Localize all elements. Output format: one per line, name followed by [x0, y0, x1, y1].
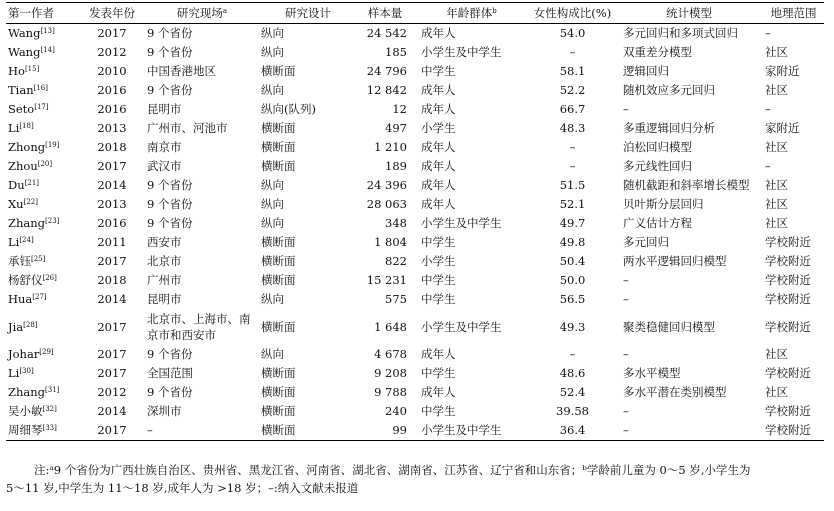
table-row	[6, 119, 824, 138]
stat-model-cell: 多元回归和多项式回归	[623, 26, 738, 40]
design-cell: 纵向	[261, 347, 284, 361]
site-cell: 广州市	[147, 273, 182, 287]
design-cell: 横断面	[261, 366, 296, 380]
reference-marker: [13]	[40, 27, 55, 35]
design-cell: 横断面	[261, 121, 296, 135]
geo-scope-cell: 学校附近	[765, 273, 811, 287]
geo-scope-cell: –	[765, 26, 771, 40]
stat-model-cell: 多水平模型	[623, 366, 681, 380]
reference-marker: [29]	[39, 348, 54, 356]
table-row	[6, 214, 824, 233]
header-geo-scope: 地理范围	[763, 3, 824, 24]
stat-model-cell: 双重差分模型	[623, 45, 692, 59]
stat-model-cell: –	[615, 421, 763, 441]
year-cell: 2014	[97, 178, 127, 192]
design-cell: 横断面	[261, 235, 296, 249]
age-group-cell: 小学生及中学生	[421, 320, 502, 334]
year-cell: 2016	[97, 102, 127, 116]
age-group-cell: 小学生及中学生	[421, 216, 502, 230]
table-row	[6, 100, 824, 119]
reference-marker: [27]	[32, 293, 47, 301]
stat-model-cell: 泊松回归模型	[623, 140, 692, 154]
year-cell: 2011	[97, 235, 127, 249]
design-cell: 横断面	[259, 421, 357, 441]
site-cell: 9 个省份	[147, 197, 193, 211]
sample-size-cell: 240	[385, 404, 407, 418]
stat-model-cell: –	[623, 347, 629, 361]
age-group-cell: 中学生	[421, 235, 456, 249]
female-ratio-cell: 39.58	[556, 404, 589, 418]
reference-marker: [15]	[24, 65, 40, 73]
female-ratio-cell: 51.5	[559, 178, 586, 192]
reference-marker: [24]	[19, 236, 34, 244]
female-ratio-cell: –	[569, 159, 576, 173]
geo-scope-cell: 学校附近	[765, 366, 811, 380]
site-cell: 9 个省份	[147, 83, 193, 97]
site-cell: 昆明市	[147, 292, 182, 306]
age-group-cell: 小学生及中学生	[421, 45, 502, 59]
geo-scope-cell: 社区	[765, 83, 788, 97]
site-cell: –	[145, 421, 259, 441]
design-cell: 横断面	[261, 273, 296, 287]
year-cell: 2012	[97, 45, 127, 59]
sample-size-cell: 1 210	[374, 140, 407, 154]
age-group-cell: 中学生	[421, 366, 456, 380]
table-footnote	[6, 461, 824, 497]
author-cell: 周细琴[33]	[6, 421, 79, 441]
age-group-cell: 中学生	[421, 64, 456, 78]
author-cell: Du[21]	[8, 178, 40, 192]
female-ratio-cell: 56.5	[559, 292, 586, 306]
female-ratio-cell: 49.8	[559, 235, 586, 249]
female-ratio-cell: 48.6	[559, 366, 586, 380]
geo-scope-cell: 学校附近	[763, 421, 824, 441]
site-cell: 9 个省份	[147, 347, 193, 361]
design-cell: 横断面	[261, 320, 296, 334]
site-cell: 9 个省份	[147, 385, 193, 399]
reference-marker: [16]	[33, 84, 48, 92]
stat-model-cell: 聚类稳健回归模型	[623, 320, 715, 334]
sample-size-cell: 497	[385, 121, 407, 135]
reference-marker: [26]	[42, 274, 57, 282]
author-cell: Zhang[31]	[8, 385, 60, 399]
design-cell: 纵向	[261, 178, 284, 192]
table-row	[6, 233, 824, 252]
design-cell: 横断面	[261, 140, 296, 154]
sample-size-cell: 12	[392, 102, 407, 116]
age-group-cell: 中学生	[421, 404, 456, 418]
table-row	[6, 383, 824, 402]
reference-marker: [20]	[37, 160, 53, 168]
header-row	[6, 3, 824, 24]
female-ratio-cell: 66.7	[559, 102, 586, 116]
sample-size-cell: 9 208	[374, 366, 407, 380]
site-cell: 9 个省份	[147, 216, 193, 230]
female-ratio-cell: 54.0	[559, 26, 586, 40]
author-cell: Wang[13]	[8, 26, 55, 40]
year-cell: 2010	[97, 64, 127, 78]
stat-model-cell: 多重逻辑回归分析	[623, 121, 715, 135]
author-cell: Johar[29]	[8, 347, 54, 361]
year-cell: 2017	[79, 421, 145, 441]
design-cell: 横断面	[261, 254, 296, 268]
design-cell: 横断面	[261, 385, 296, 399]
stat-model-cell: 两水平逻辑回归模型	[623, 254, 727, 268]
stat-model-cell: 逻辑回归	[623, 64, 669, 78]
footnote-line-2: 5～11 岁,中学生为 11～18 岁,成年人为 >18 岁；–:纳入文献未报道	[6, 481, 359, 495]
female-ratio-cell: –	[569, 45, 576, 59]
site-cell: 全国范围	[147, 366, 193, 380]
reference-marker: [17]	[34, 103, 49, 111]
stat-model-cell: 多元回归	[623, 235, 669, 249]
female-ratio-cell: 50.0	[559, 273, 586, 287]
year-cell: 2014	[97, 404, 127, 418]
reference-marker: [30]	[19, 367, 34, 375]
design-cell: 横断面	[261, 159, 296, 173]
year-cell: 2017	[97, 254, 127, 268]
site-cell: 北京市	[147, 254, 182, 268]
author-cell: Xu[22]	[8, 197, 38, 211]
author-cell: Hua[27]	[8, 292, 47, 306]
female-ratio-cell: 48.3	[559, 121, 586, 135]
site-cell: 广州市、河池市	[147, 121, 228, 135]
table-row	[6, 345, 824, 364]
design-cell: 纵向	[261, 26, 284, 40]
header-design: 研究设计	[259, 3, 357, 24]
female-ratio-cell: 52.2	[559, 83, 586, 97]
sample-size-cell: 24 396	[366, 178, 407, 192]
year-cell: 2017	[97, 159, 127, 173]
reference-marker: [31]	[45, 386, 60, 394]
design-cell: 横断面	[261, 64, 296, 78]
year-cell: 2017	[97, 347, 127, 361]
female-ratio-cell: –	[569, 140, 576, 154]
table-row	[6, 290, 824, 309]
geo-scope-cell: 社区	[765, 216, 788, 230]
geo-scope-cell: 社区	[765, 45, 788, 59]
sample-size-cell: 99	[357, 421, 413, 441]
stat-model-cell: 随机效应多元回归	[623, 83, 715, 97]
header-sample-size: 样本量	[357, 3, 413, 24]
age-group-cell: 成年人	[421, 83, 456, 97]
header-year: 发表年份	[79, 3, 145, 24]
reference-marker: [33]	[42, 424, 57, 432]
header-female-ratio: 女性构成比(%)	[530, 3, 615, 24]
design-cell: 纵向	[261, 45, 284, 59]
site-cell: 深圳市	[147, 404, 182, 418]
design-cell: 纵向	[261, 83, 284, 97]
geo-scope-cell: –	[765, 102, 771, 116]
sample-size-cell: 24 542	[366, 26, 407, 40]
age-group-cell: 成年人	[421, 178, 456, 192]
year-cell: 2018	[97, 140, 127, 154]
year-cell: 2017	[97, 366, 127, 380]
sample-size-cell: 9 788	[374, 385, 407, 399]
geo-scope-cell: 学校附近	[765, 404, 811, 418]
year-cell: 2012	[97, 385, 127, 399]
design-cell: 横断面	[261, 404, 296, 418]
geo-scope-cell: 社区	[765, 385, 788, 399]
author-cell: Li[24]	[8, 235, 34, 249]
site-cell: 9 个省份	[147, 178, 193, 192]
site-cell: 9 个省份	[147, 26, 193, 40]
table-row	[6, 138, 824, 157]
stat-model-cell: 多水平潜在类别模型	[623, 385, 727, 399]
year-cell: 2016	[97, 83, 127, 97]
sample-size-cell: 822	[385, 254, 407, 268]
table-row	[6, 62, 824, 81]
female-ratio-cell: 36.4	[530, 421, 615, 441]
geo-scope-cell: 社区	[765, 140, 788, 154]
reference-marker: [23]	[45, 217, 60, 225]
design-cell: 纵向	[261, 216, 284, 230]
sample-size-cell: 28 063	[366, 197, 407, 211]
geo-scope-cell: 家附近	[765, 121, 800, 135]
age-group-cell: 成年人	[421, 385, 456, 399]
reference-marker: [32]	[42, 405, 57, 413]
stat-model-cell: 贝叶斯分层回归	[623, 197, 704, 211]
female-ratio-cell: 52.1	[559, 197, 586, 211]
female-ratio-cell: 58.1	[559, 64, 586, 78]
literature-table	[6, 2, 824, 441]
sample-size-cell: 1 648	[374, 320, 407, 334]
stat-model-cell: –	[623, 292, 629, 306]
sample-size-cell: 15 231	[366, 273, 407, 287]
stat-model-cell: –	[623, 102, 629, 116]
reference-marker: [25]	[31, 255, 46, 263]
table-row	[6, 81, 824, 100]
female-ratio-cell: 50.4	[559, 254, 586, 268]
age-group-cell: 成年人	[421, 347, 456, 361]
author-cell: 承钰[25]	[8, 254, 46, 268]
age-group-cell: 小学生	[421, 121, 456, 135]
age-group-cell: 中学生	[421, 292, 456, 306]
geo-scope-cell: 学校附近	[765, 292, 811, 306]
stat-model-cell: –	[623, 273, 629, 287]
author-cell: Li[30]	[8, 366, 34, 380]
sample-size-cell: 575	[385, 292, 407, 306]
sample-size-cell: 189	[385, 159, 407, 173]
sample-size-cell: 1 804	[374, 235, 407, 249]
table-row	[6, 252, 824, 271]
table-row	[6, 24, 824, 44]
sample-size-cell: 12 842	[366, 83, 407, 97]
design-cell: 纵向(队列)	[261, 102, 316, 116]
table-row	[6, 402, 824, 421]
age-group-cell: 小学生及中学生	[413, 421, 530, 441]
site-cell: 武汉市	[147, 159, 182, 173]
site-cell: 西安市	[147, 235, 182, 249]
female-ratio-cell: 52.4	[559, 385, 586, 399]
author-cell: 杨舒仪[26]	[8, 273, 57, 287]
female-ratio-cell: 49.3	[559, 320, 586, 334]
geo-scope-cell: 社区	[765, 197, 788, 211]
age-group-cell: 中学生	[421, 273, 456, 287]
sample-size-cell: 348	[385, 216, 407, 230]
site-cell: 昆明市	[147, 102, 182, 116]
year-cell: 2017	[97, 26, 127, 40]
year-cell: 2013	[97, 121, 127, 135]
header-stat-model: 统计模型	[615, 3, 763, 24]
author-cell: Zhou[20]	[8, 159, 53, 173]
site-cell: 南京市	[147, 140, 182, 154]
geo-scope-cell: 学校附近	[765, 320, 811, 334]
table-row	[6, 364, 824, 383]
female-ratio-cell: 49.7	[559, 216, 586, 230]
author-cell: Zhang[23]	[8, 216, 60, 230]
age-group-cell: 成年人	[421, 197, 456, 211]
header-site: 研究现场$^a$	[145, 3, 259, 24]
design-cell: 纵向	[261, 292, 284, 306]
year-cell: 2018	[97, 273, 127, 287]
age-group-cell: 成年人	[421, 159, 456, 173]
author-cell: Jia[28]	[8, 320, 38, 334]
age-group-cell: 成年人	[421, 102, 456, 116]
author-cell: 吴小敏[32]	[8, 404, 57, 418]
design-cell: 纵向	[261, 197, 284, 211]
year-cell: 2013	[97, 197, 127, 211]
table-row	[6, 195, 824, 214]
geo-scope-cell: 学校附近	[765, 254, 811, 268]
author-cell: Zhong[19]	[8, 140, 60, 154]
sample-size-cell: 185	[385, 45, 407, 59]
reference-marker: [28]	[23, 321, 38, 329]
reference-marker: [22]	[23, 198, 38, 206]
reference-marker: [14]	[40, 46, 55, 54]
geo-scope-cell: 学校附近	[765, 235, 811, 249]
table-row	[6, 421, 824, 441]
header-age-group: 年龄群体$^b$	[413, 3, 530, 24]
stat-model-cell: –	[623, 404, 629, 418]
stat-model-cell: 多元线性回归	[623, 159, 692, 173]
author-cell: Seto[17]	[8, 102, 49, 116]
geo-scope-cell: 社区	[765, 347, 788, 361]
author-cell: Tian[16]	[8, 83, 48, 97]
year-cell: 2014	[97, 292, 127, 306]
author-cell: Ho[15]	[8, 64, 40, 78]
table-row	[6, 309, 824, 345]
stat-model-cell: 广义估计方程	[623, 216, 692, 230]
geo-scope-cell: 社区	[765, 178, 788, 192]
table-row	[6, 271, 824, 290]
female-ratio-cell: –	[569, 347, 576, 361]
site-cell: 中国香港地区	[147, 64, 216, 78]
reference-marker: [18]	[19, 122, 34, 130]
geo-scope-cell: –	[765, 159, 771, 173]
age-group-cell: 小学生	[421, 254, 456, 268]
reference-marker: [19]	[45, 141, 60, 149]
header-author: 第一作者	[6, 3, 79, 24]
sample-size-cell: 24 796	[366, 64, 407, 78]
year-cell: 2017	[97, 320, 127, 334]
author-cell: Li[18]	[8, 121, 34, 135]
reference-marker: [21]	[24, 179, 40, 187]
site-cell: 北京市、上海市、南京市和西安市	[147, 312, 251, 342]
table-row	[6, 176, 824, 195]
stat-model-cell: 随机截距和斜率增长模型	[623, 178, 750, 192]
author-cell: Wang[14]	[8, 45, 55, 59]
table-row	[6, 157, 824, 176]
table-body	[6, 24, 824, 441]
sample-size-cell: 4 678	[374, 347, 407, 361]
age-group-cell: 成年人	[421, 26, 456, 40]
site-cell: 9 个省份	[147, 45, 193, 59]
age-group-cell: 成年人	[421, 140, 456, 154]
footnote-line-1: 注:ᵃ9 个省份为广西壮族自治区、贵州省、黑龙江省、河南省、湖北省、湖南省、江苏省、辽宁省和山东省；ᵇ学龄前儿童为 0～5 岁,小学生为	[34, 463, 751, 477]
geo-scope-cell: 家附近	[765, 64, 800, 78]
table-row	[6, 43, 824, 62]
year-cell: 2016	[97, 216, 127, 230]
